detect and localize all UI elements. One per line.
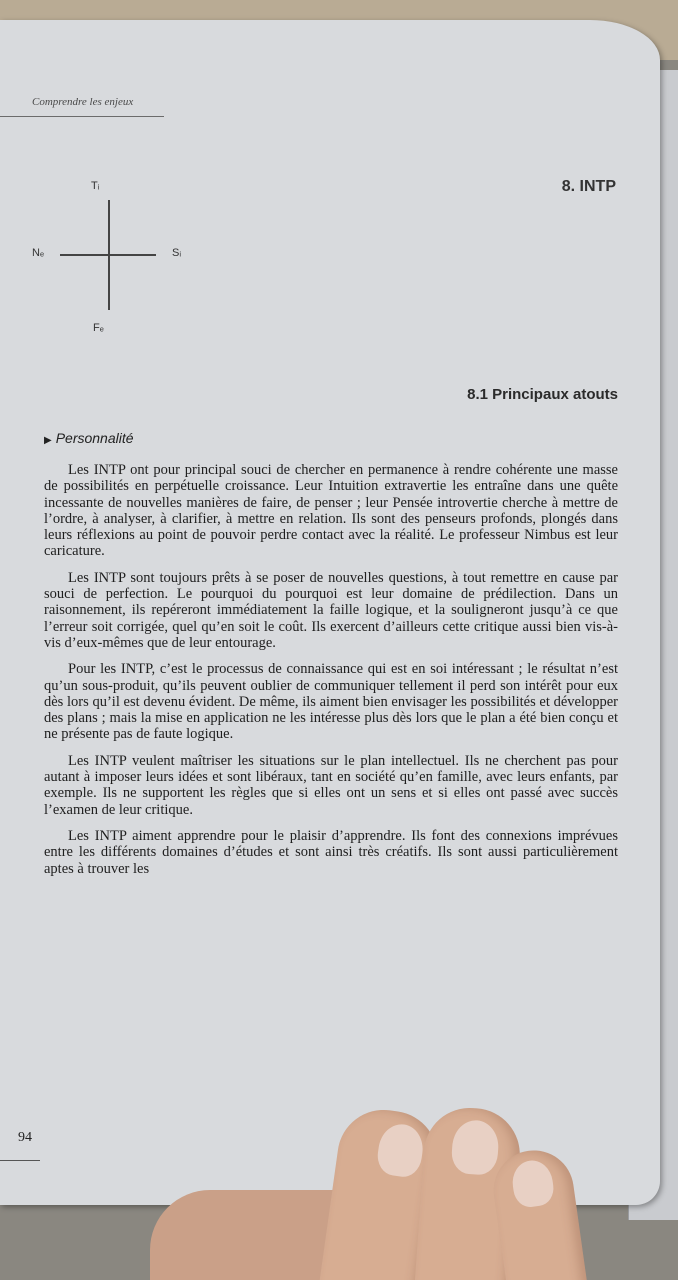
paragraph-3: Pour les INTP, c’est le processus de connaissance qui est en soi intéressant ; le résultat n’est qu’un sous-produit, qu’ils peuvent oublier de communiquer tellement il perd son intérêt pour eux dès lors qu’il est devenu évident. De même, ils aiment bien envisager les possibilités et développer des plans ; mais la mise en application ne les intéresse plus dès lors que le plan a été bien conçu et ne présente pas de faute logique.	[44, 661, 618, 743]
paragraph-2: Les INTP sont toujours prêts à se poser de nouvelles questions, à tout remettre en cause par souci de perfection. Le pourquoi du pourquoi est leur domaine de prédilection. Dans un raisonnement, ils repéreront immédiatement la faille logique, et la souligneront jusqu’à ce que l’erreur soit corrigée, quel qu’en soit le coût. Ils exercent d’ailleurs cette critique aussi bien vis-à-vis d’eux-mêmes que de leur entourage.	[44, 569, 618, 651]
horizontal-axis	[60, 254, 156, 256]
page-number-rule	[0, 1160, 40, 1161]
chapter-title: 8. INTP	[561, 178, 616, 195]
paragraph-1: Les INTP ont pour principal souci de chercher en permanence à rendre cohérente une masse de possibilités en perpétuelle croissance. Leur Intuition extravertie les entraîne dans une quête incessante de nouvelles manières de faire, de penser ; leur Pensée introvertie cherche à mettre de l’ordre, à analyser, à clarifier, à mettre en relation. Ils sont des penseurs profonds, plongés dans leurs réflexions au point de pouvoir perdre contact avec la réalité. Le professeur Nimbus est leur caricature.	[44, 462, 618, 560]
axis-label-right: Sᵢ	[172, 247, 182, 259]
axis-label-top: Tᵢ	[91, 180, 100, 192]
subsection-label: Personnalité	[55, 430, 134, 446]
paragraph-4: Les INTP veulent maîtriser les situations sur le plan intellectuel. Ils ne cherchent pas pour autant à imposer leurs idées et sont libéraux, tant en société qu’en famille, avec leurs enfants, par exemple. Ils ne supportent les règles que si elles ont un sens et si elles ont passé avec succès l’examen de leur critique.	[44, 752, 618, 818]
axis-label-left: Nₑ	[32, 247, 45, 259]
fingernail-1	[375, 1121, 426, 1179]
axis-label-bottom: Fₑ	[93, 322, 104, 334]
subsection-title	[44, 430, 134, 446]
section-title: 8.1 Principaux atouts	[467, 386, 618, 403]
paragraph-5: Les INTP aiment apprendre pour le plaisir d’apprendre. Ils font des connexions imprévues entre les différents domaines d’études et sont ainsi très créatifs. Ils sont aussi particulièrement aptes à trouver les	[44, 827, 618, 877]
bullet-triangle-icon: ▶	[44, 435, 52, 446]
fingernail-2	[450, 1119, 500, 1176]
body-text	[44, 462, 618, 887]
page-number: 94	[18, 1130, 32, 1145]
fingernail-3	[510, 1158, 556, 1209]
running-header: Comprendre les enjeux	[32, 96, 134, 108]
header-rule	[0, 116, 164, 117]
